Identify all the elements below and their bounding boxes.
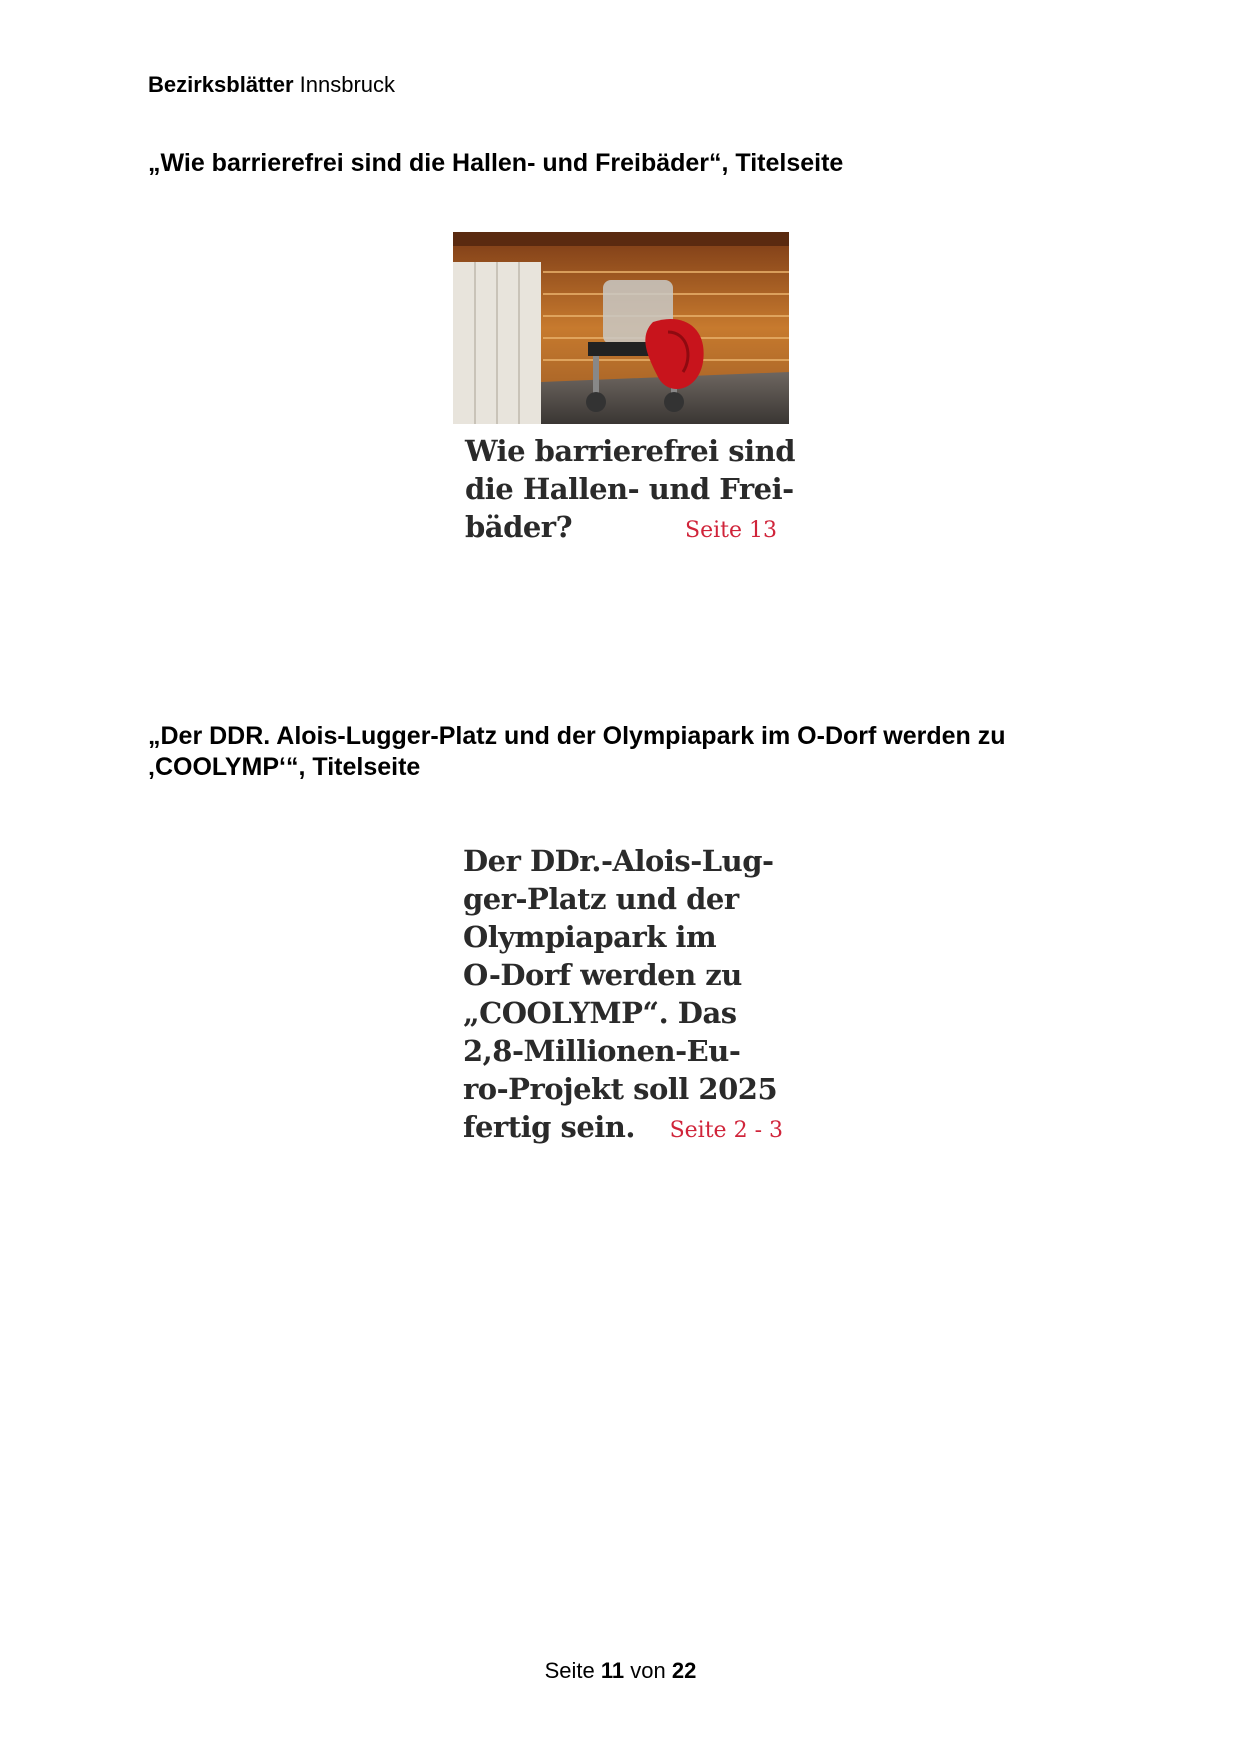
footer-prefix: Seite (544, 1658, 595, 1683)
sauna-wheelchair-photo (453, 232, 789, 424)
clip-line: bäder? (465, 510, 573, 544)
clip-line: 2,8-Millionen-Eu- (463, 1034, 741, 1068)
footer-middle: von (630, 1658, 666, 1683)
clipping-heading-1 (148, 148, 1108, 179)
clip-line: die Hallen- und Frei- (465, 472, 794, 506)
clipping-headline (463, 842, 783, 1150)
clip-page-ref: Seite 13 (685, 518, 777, 543)
footer-total-pages: 22 (671, 1658, 697, 1683)
newspaper-clipping-1 (453, 232, 795, 548)
clip-line: fertig sein. (463, 1110, 635, 1144)
heading-line: „Wie barrierefrei sind die Hallen- und Freibäder“, Titelseite (148, 149, 844, 177)
page-footer (0, 1658, 1241, 1684)
clip-line: ger-Platz und der (463, 882, 739, 916)
footer-current-page: 11 (600, 1658, 625, 1683)
publication-region: Innsbruck (299, 72, 396, 97)
clipping-heading-2 (148, 721, 1108, 783)
clip-line: Wie barrierefrei sind (465, 434, 795, 468)
heading-line: „Der DDR. Alois-Lugger-Platz und der Olympiapark im O-Dorf werden zu (148, 722, 1006, 750)
clip-line: O-Dorf werden zu (463, 958, 742, 992)
clip-line: „COOLYMP“. Das (463, 996, 737, 1030)
clip-line: Olympiapark im (463, 920, 717, 954)
clip-line: Der DDr.-Alois-Lug- (463, 844, 774, 878)
clip-line: ro-Projekt soll 2025 (463, 1072, 778, 1106)
publication-name: Bezirksblätter (148, 72, 294, 97)
newspaper-clipping-2 (463, 842, 783, 1152)
clipping-headline (453, 424, 795, 550)
heading-line: ‚COOLYMP‘“, Titelseite (148, 753, 421, 781)
document-header (148, 72, 395, 98)
clip-page-ref: Seite 2 - 3 (669, 1118, 783, 1143)
